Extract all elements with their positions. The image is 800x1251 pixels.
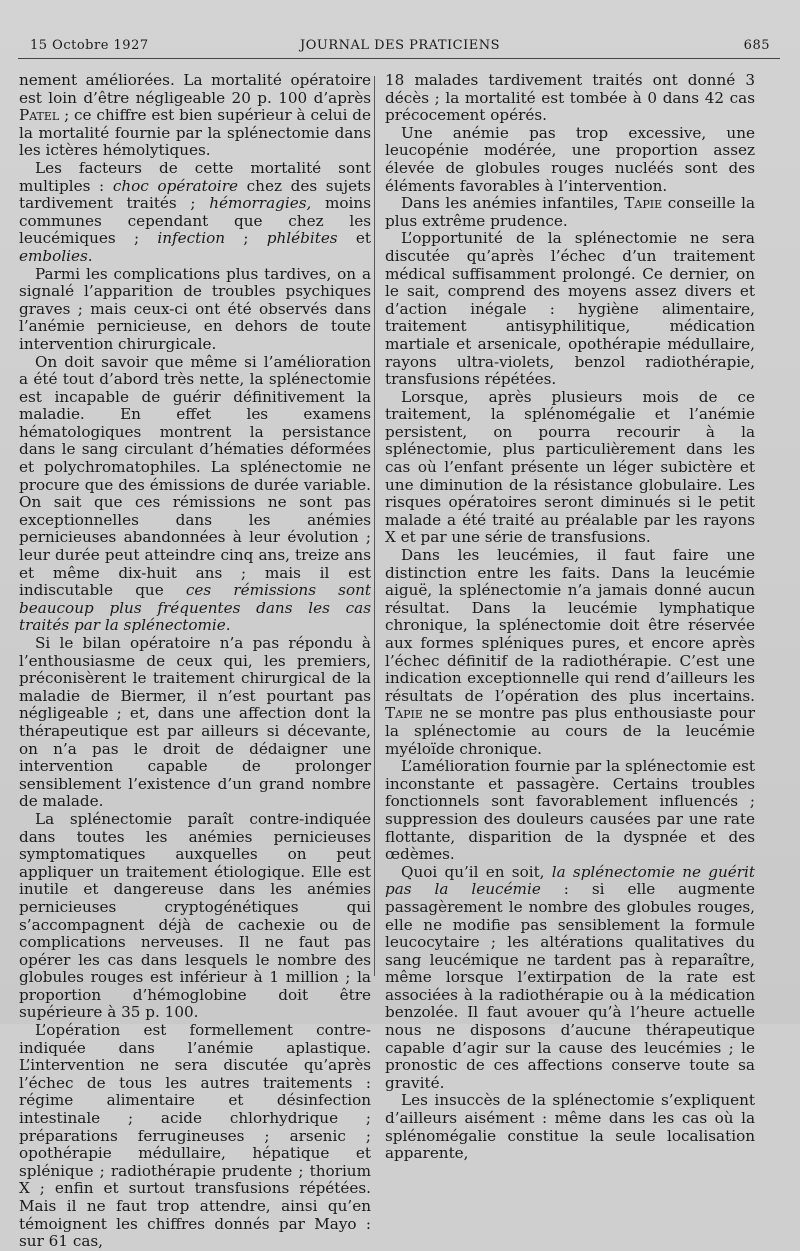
text-run: Une anémie pas trop excessive, une leucopénie modérée, une proportion assez élevée de globules rouges nucléés sont des éléments favorables à l’intervention. [385, 123, 755, 195]
text-run: et [337, 229, 372, 248]
header-rule [18, 58, 780, 59]
author-name: Tapie [624, 194, 663, 213]
column-divider [374, 76, 375, 976]
emphasis-text: phlébites [266, 229, 338, 248]
issue-date: 15 Octobre 1927 [30, 38, 149, 53]
paragraph [19, 354, 371, 636]
text-run: : si elle augmente passagèrement le nombre des globules rouges, elle ne modifie pas sensiblement la formule leucocytaire ; les altérations qualitatives du sang leucémique ne tardent pas à reparaître, même lorsque l’extirpation de la rate est associées à la radiothérapie ou à la médication benzolée. Il faut avouer qu’à l’heure actuelle nous ne disposons d’aucune thérapeutique capable d’agir sur la cause des leucémies ; le pronostic de ces affections conserve toute sa gravité. [385, 880, 755, 1092]
author-name: Patel [19, 106, 60, 125]
text-run: nement améliorées. La mortalité opératoire est loin d’être négligeable 20 p. 100 d’après [19, 71, 371, 107]
paragraph [19, 811, 371, 1022]
text-run: chez des sujets tardivement traités ; [19, 176, 371, 213]
paragraph [385, 547, 755, 758]
text-run: L’opportunité de la splénectomie ne sera discutée qu’après l’échec d’un traitement médical suffisamment prolongé. Ce dernier, on le sait, comprend des moyens assez divers et d’action inégale : hygiène alimentaire, traitement antisyphilitique, médication martiale et arsenicale, opothérapie médullaire, rayons ultra-violets, benzol radiothérapie, transfusions répétées. [385, 229, 755, 389]
text-run: Les insuccès de la splénectomie s’expliquent d’ailleurs aisément : même dans les cas où la splénomégalie constitue la seule localisation apparente, [385, 1091, 755, 1163]
paragraph [19, 72, 371, 160]
paragraph [19, 1022, 371, 1251]
text-run: L’opération est formellement contre-indiquée dans l’anémie aplastique. L’intervention ne sera discutée qu’après l’échec de tous les autres traitements : régime alimentaire et désinfection intestinale ; acide chlorhydrique ; préparations ferrugineuses ; arsenic ; opothérapie médullaire, hépatique et splénique ; radiothérapie prudente ; thorium X ; enfin et surtout transfusions répétées. Mais il ne faut trop attendre, ainsi qu’en témoignent les chiffres donnés par Mayo : sur 61 cas, [19, 1021, 371, 1251]
paragraph [19, 635, 371, 811]
text-run: conseille la plus extrême prudence. [385, 194, 755, 230]
text-run: Dans les leucémies, il faut faire une distinction entre les faits. Dans la leucémie aiguë, la splénectomie n’a jamais donné aucun résultat. Dans la leucémie lymphatique chronique, la splénectomie doit être réservée aux formes spléniques pures, et encore après l’échec définitif de la radiothérapie. C’est une indication exceptionnelle qui rend d’ailleurs les résultats de l’opération des plus incertains. [385, 546, 755, 705]
page-number: 685 [743, 38, 770, 53]
paragraph [385, 72, 755, 125]
paragraph [385, 125, 755, 195]
text-run: ; ce chiffre est bien supérieur à celui de la mortalité fournie par la splénectomie dans les ictères hémolytiques. [19, 106, 371, 160]
emphasis-text: hémorragies, [209, 194, 312, 213]
paragraph [385, 864, 755, 1093]
paragraph [385, 758, 755, 864]
emphasis-text: la splénectomie ne guérit pas la leucémie [385, 862, 755, 899]
emphasis-text: choc opératoire [112, 176, 238, 195]
left-column [19, 72, 371, 1251]
paragraph [385, 195, 755, 230]
text-run: ne se montre pas plus enthousiaste pour la splénectomie au cours de la leucémie myéloïde chronique. [385, 704, 755, 758]
emphasis-text: infection [157, 229, 226, 248]
text-run: 18 malades tardivement traités ont donné 3 décès ; la mortalité est tombée à 0 dans 42 cas précocement opérés. [385, 71, 755, 125]
text-run: Si le bilan opératoire n’a pas répondu à l’enthousiasme de ceux qui, les premiers, préconisèrent le traitement chirurgical de la maladie de Biermer, il n’est pourtant pas négligeable ; et, dans une affection dont la thérapeutique est par ailleurs si décevante, on n’a pas le droit de dédaigner une intervention capable de prolonger sensiblement l’existence d’un grand nombre de malade. [19, 634, 371, 811]
text-run: La splénectomie paraît contre-indiquée dans toutes les anémies pernicieuses symptomatiques auxquelles on peut appliquer un traitement étiologique. Elle est inutile et dangereuse dans les anémies pernicieuses cryptogénétiques qui s’accompagnent déjà de cachexie ou de complications nerveuses. Il ne faut pas opérer les cas dans lesquels le nombre des globules rouges est inférieur à 1 million ; la proportion d’hémoglobine doit être supérieure à 35 p. 100. [19, 809, 371, 1022]
author-name: Tapie [385, 704, 423, 723]
paragraph [385, 1092, 755, 1162]
emphasis-text: ces rémissions sont beaucoup plus fréquentes dans les cas traités par la splénectomie. [19, 581, 372, 635]
text-run: Lorsque, après plusieurs mois de ce traitement, la splénomégalie et l’anémie persistent, on pourra recourir à la splénectomie, plus particulièrement dans les cas où l’enfant présente un léger subictère et une diminution de la résistance globulaire. Les risques opératoires seront diminués si le petit malade a été traité au préalable par les rayons X et par une série de transfusions. [385, 387, 755, 547]
text-run: Quoi qu’il en soit, [401, 862, 552, 881]
paragraph [19, 266, 371, 354]
text-run: Les facteurs de cette mortalité sont multiples : [19, 158, 371, 195]
text-run: Dans les anémies infantiles, [401, 194, 625, 213]
paragraph [19, 160, 371, 266]
text-run: Parmi les complications plus tardives, on a signalé l’apparition de troubles psychiques graves ; mais ceux-ci ont été observés dans l’anémie pernicieuse, en dehors de toute intervention chirurgicale. [19, 264, 371, 353]
paragraph [385, 389, 755, 547]
journal-title: JOURNAL DES PRATICIENS [300, 38, 500, 53]
paragraph [385, 230, 755, 388]
text-run: L’amélioration fournie par la splénectomie est inconstante et passagère. Certains troubles fonctionnels sont favorablement influencés ; suppression des douleurs causées par une rate flottante, disparition de la dyspnée et des œdèmes. [385, 757, 755, 864]
running-header [30, 38, 770, 58]
text-run: ; [225, 229, 267, 248]
right-column [385, 72, 755, 1163]
text-run: moins communes cependant que chez les leucémiques ; [19, 194, 371, 248]
emphasis-text: embolies. [19, 246, 93, 265]
text-run: On doit savoir que même si l’amélioration a été tout d’abord très nette, la splénectomie est incapable de guérir définitivement la maladie. En effet les examens hématologiques montrent la persistance dans le sang circulant d’hématies déformées et polychromatophiles. La splénectomie ne procure que des émissions de durée variable. On sait que ces rémissions ne sont pas exceptionnelles dans les anémies pernicieuses abandonnées à leur évolution ; leur durée peut atteindre cinq ans, treize ans et même dix-huit ans ; mais il est indiscutable que [19, 352, 371, 600]
